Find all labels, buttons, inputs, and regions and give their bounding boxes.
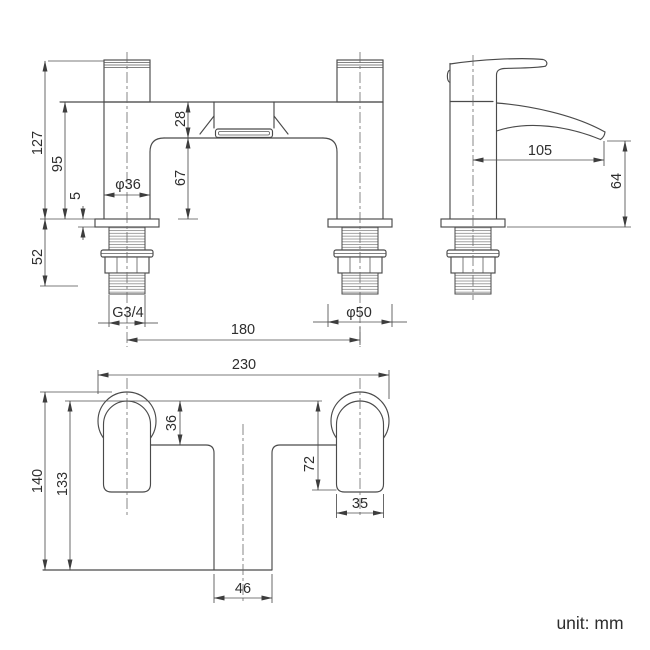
plan-view-outline	[43, 378, 389, 601]
unit-note: unit: mm	[556, 613, 624, 633]
dim-label-105: 105	[527, 143, 553, 159]
dim-label-180: 180	[230, 322, 256, 338]
dim-label-35: 35	[351, 496, 369, 512]
dim-label-67: 67	[173, 169, 189, 187]
aerator-slot	[219, 132, 270, 136]
aerator-plate	[216, 129, 273, 138]
dim-label-140: 140	[30, 468, 46, 494]
side-view-outline	[441, 55, 605, 300]
plan-view-dimensions	[30, 357, 389, 603]
side-view	[441, 55, 631, 300]
dim-label-46: 46	[234, 581, 252, 597]
dim-label-dia50: φ50	[346, 305, 372, 321]
dim-label-28: 28	[173, 110, 189, 128]
dim-label-52: 52	[30, 248, 46, 266]
right-fillet	[323, 138, 337, 152]
front-view	[30, 52, 407, 347]
dim-label-133: 133	[55, 471, 71, 497]
spout-tip	[601, 132, 606, 140]
front-view-dimensions	[30, 61, 407, 345]
dim-label-dia36: φ36	[115, 177, 141, 193]
front-view-outline	[60, 52, 392, 347]
lever-handle-profile	[450, 59, 547, 102]
spout-front	[200, 102, 288, 138]
spout-upper-curve	[497, 103, 606, 132]
dim-label-5: 5	[68, 191, 84, 201]
spout-lower-curve	[497, 126, 601, 140]
body-left-spout-edge	[151, 445, 215, 570]
dim-label-127: 127	[30, 130, 46, 156]
dim-label-64: 64	[609, 172, 625, 190]
dim-label-72: 72	[302, 455, 318, 473]
dim-label-36: 36	[164, 414, 180, 432]
dim-label-95: 95	[50, 155, 66, 173]
left-fillet	[150, 138, 164, 152]
dim-label-230: 230	[231, 357, 257, 373]
thread-size-label: G3/4	[112, 305, 144, 321]
plan-view	[30, 357, 389, 603]
